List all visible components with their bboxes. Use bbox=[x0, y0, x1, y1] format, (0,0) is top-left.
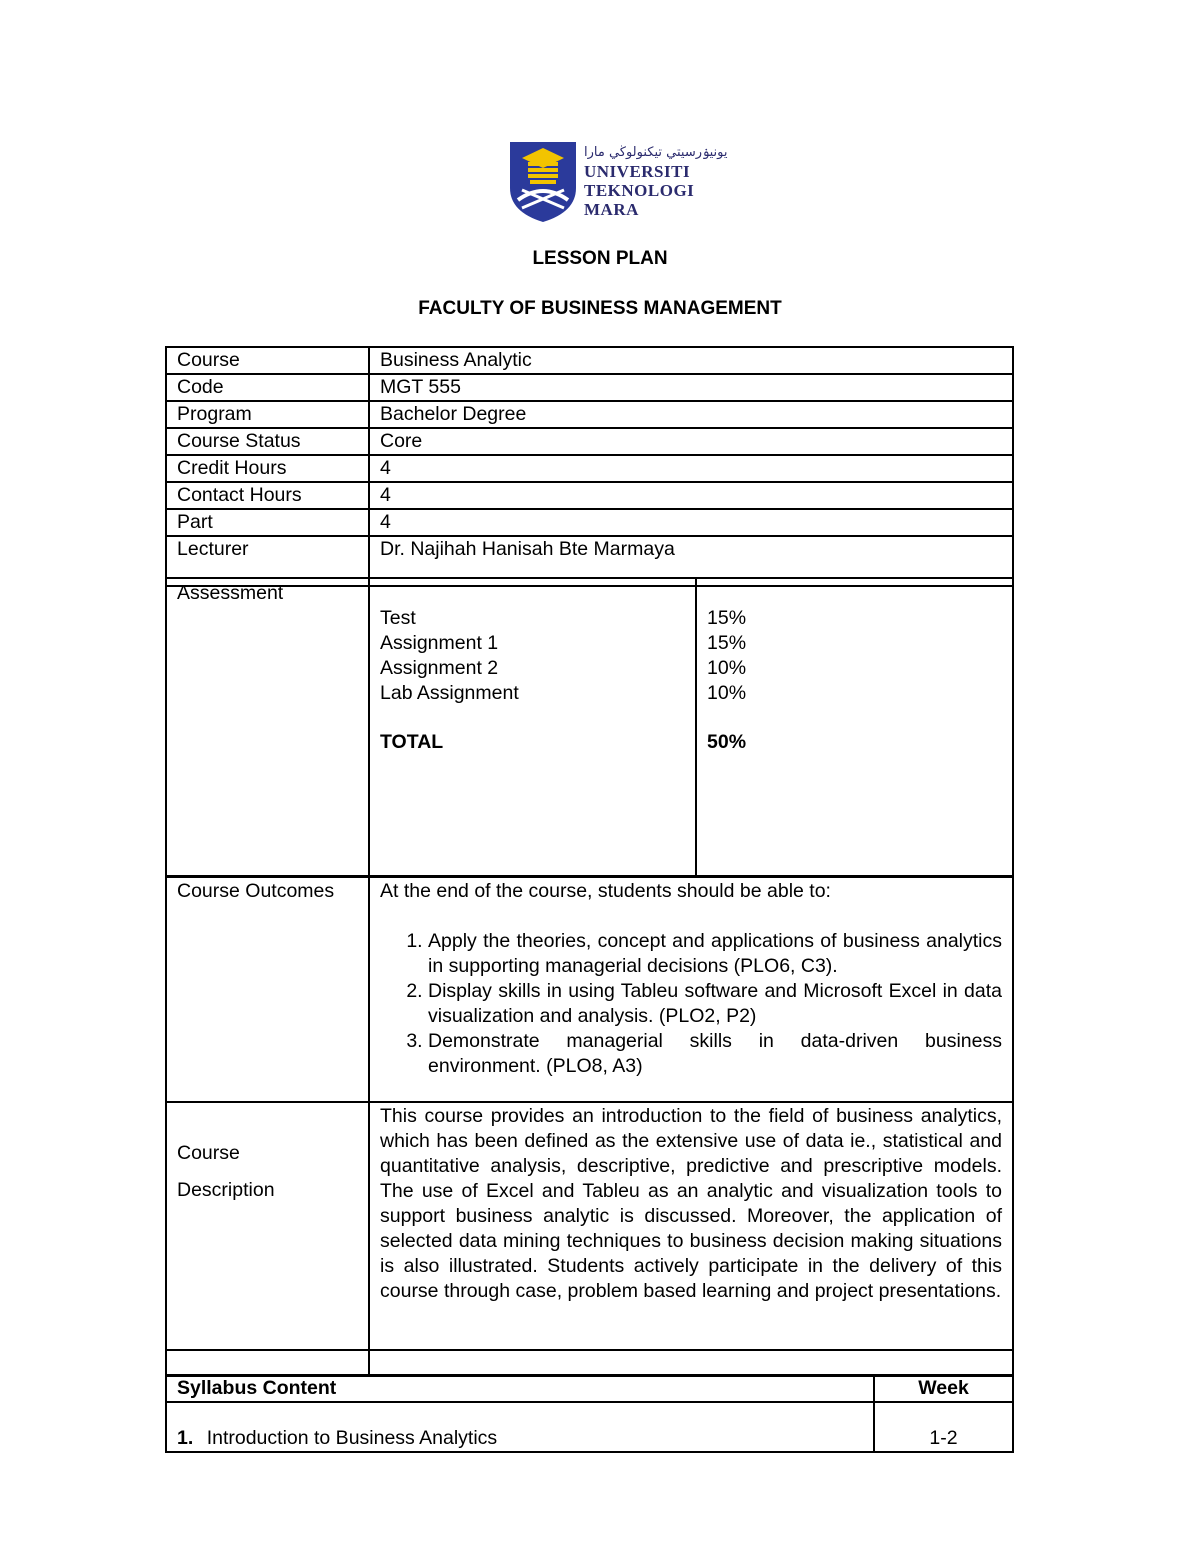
info-label: Contact Hours bbox=[166, 482, 369, 509]
syllabus-topic-cell bbox=[166, 1402, 874, 1452]
assessment-item-weight: 10% bbox=[707, 682, 747, 704]
description-label-cell bbox=[166, 1102, 369, 1350]
info-value: MGT 555 bbox=[369, 374, 1013, 401]
info-value: 4 bbox=[369, 455, 1013, 482]
assessment-item-weight: 15% bbox=[707, 607, 747, 629]
syllabus-topic: Introduction to Business Analytics bbox=[206, 1427, 498, 1449]
assessment-item-weight: 10% bbox=[707, 657, 747, 679]
info-value: Core bbox=[369, 428, 1013, 455]
assessment-total-value: 50% bbox=[707, 731, 747, 753]
faculty-title: FACULTY OF BUSINESS MANAGEMENT bbox=[418, 298, 782, 319]
info-row bbox=[166, 374, 1013, 401]
syllabus-topic-number: 1. bbox=[177, 1427, 194, 1449]
description-text: This course provides an introduction to the field of business analytics, which has been defined as the extensive use of data ie., statistical and quantitative analysis, descriptive, predictive and prescriptive models. The use of Excel and Tableu as an analytic and visualization tools to support business analytic is discussed. Moreover, the application of selected data mining techniques to business decision making situations is also illustrated. Students actively participate in the delivery of this course through case, problem based learning and project presentations. bbox=[369, 1102, 1013, 1350]
info-label: Course Status bbox=[166, 428, 369, 455]
info-value: Bachelor Degree bbox=[369, 401, 1013, 428]
syllabus-header-week: Week bbox=[874, 1375, 1013, 1402]
outcomes-cell bbox=[369, 877, 1013, 1102]
info-label: Part bbox=[166, 509, 369, 536]
info-value: Business Analytic bbox=[369, 347, 1013, 374]
assessment-total-label: TOTAL bbox=[380, 731, 444, 753]
info-row bbox=[166, 482, 1013, 509]
info-row bbox=[166, 347, 1013, 374]
assessment-item-name: Assignment 1 bbox=[380, 632, 499, 654]
info-row bbox=[166, 428, 1013, 455]
logo-line-2: TEKNOLOGI bbox=[584, 181, 695, 200]
info-row bbox=[166, 509, 1013, 536]
assessment-label: Assessment bbox=[166, 578, 369, 876]
outcome-item: 2. Display skills in using Tableu software and Microsoft Excel in data visualization and analysis. (PLO2, P2) bbox=[428, 979, 1002, 1029]
info-value: Dr. Najihah Hanisah Bte Marmaya bbox=[369, 536, 1013, 586]
syllabus-row bbox=[166, 1402, 1013, 1452]
outcomes-description-table bbox=[165, 876, 1014, 1377]
assessment-items-cell bbox=[369, 578, 696, 876]
syllabus-header-content: Syllabus Content bbox=[166, 1375, 874, 1402]
course-info-table bbox=[165, 346, 1014, 587]
page-title: LESSON PLAN bbox=[532, 248, 668, 269]
info-label: Code bbox=[166, 374, 369, 401]
outcomes-intro: At the end of the course, students should be able to: bbox=[380, 880, 831, 902]
outcome-item: 3. Demonstrate managerial skills in data-driven business environment. (PLO8, A3) bbox=[428, 1029, 1002, 1079]
assessment-table bbox=[165, 577, 1014, 877]
outcome-item: 1. Apply the theories, concept and applications of business analytics in supporting managerial decisions (PLO6, C3). bbox=[428, 929, 1002, 979]
logo-jawi-text: يونيۏرسيتي تيكنولوڬي مارا bbox=[584, 145, 728, 160]
assessment-item-name: Test bbox=[380, 607, 416, 629]
syllabus-week: 1-2 bbox=[874, 1402, 1013, 1452]
info-row bbox=[166, 455, 1013, 482]
info-label: Course bbox=[166, 347, 369, 374]
empty-cell bbox=[369, 1350, 1013, 1376]
info-label: Credit Hours bbox=[166, 455, 369, 482]
assessment-item-weight: 15% bbox=[707, 632, 747, 654]
description-label-2: Description bbox=[177, 1179, 275, 1201]
outcomes-list bbox=[380, 929, 1002, 1079]
syllabus-table bbox=[165, 1374, 1014, 1453]
assessment-weights-cell bbox=[696, 578, 1013, 876]
empty-cell bbox=[166, 1350, 369, 1376]
assessment-item-name: Lab Assignment bbox=[380, 682, 519, 704]
info-label: Program bbox=[166, 401, 369, 428]
info-value: 4 bbox=[369, 482, 1013, 509]
logo-wordmark bbox=[584, 162, 694, 219]
assessment-item-name: Assignment 2 bbox=[380, 657, 499, 679]
info-row bbox=[166, 401, 1013, 428]
logo-line-3: MARA bbox=[584, 200, 639, 219]
logo-line-1: UNIVERSITI bbox=[584, 162, 691, 181]
outcomes-label: Course Outcomes bbox=[166, 877, 369, 1102]
info-value: 4 bbox=[369, 509, 1013, 536]
description-label-1: Course bbox=[177, 1142, 240, 1164]
info-label: Lecturer bbox=[166, 536, 369, 586]
